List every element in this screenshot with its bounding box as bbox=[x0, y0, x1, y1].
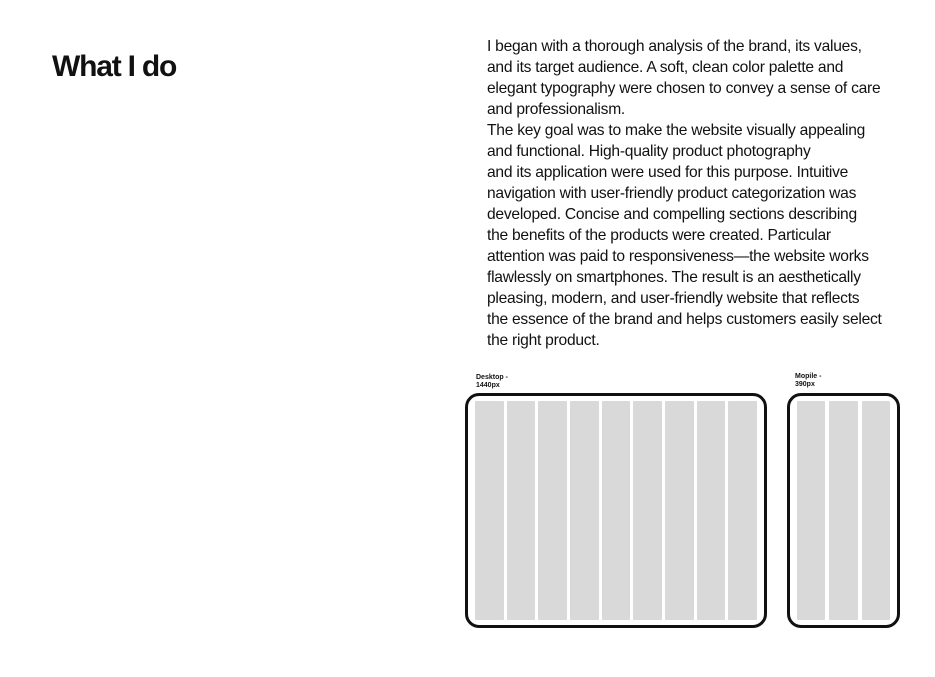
description-line: developed. Concise and compelling sections describing bbox=[487, 206, 857, 223]
description-line: the benefits of the products were created. Particular bbox=[487, 227, 831, 244]
mobile-grid-label bbox=[795, 373, 821, 388]
desktop-label-line: Desktop - bbox=[476, 374, 508, 381]
description-text bbox=[487, 36, 907, 351]
description-line: and its application were used for this purpose. Intuitive bbox=[487, 164, 849, 181]
desktop-column-grid bbox=[475, 401, 757, 620]
description-line: and its target audience. A soft, clean color palette and bbox=[487, 59, 844, 76]
mobile-grid-column bbox=[797, 401, 825, 620]
description-line: the right product. bbox=[487, 332, 600, 349]
desktop-grid-column bbox=[602, 401, 631, 620]
page-title: What I do bbox=[52, 50, 177, 83]
mobile-grid-column bbox=[862, 401, 890, 620]
mobile-column-grid bbox=[797, 401, 890, 620]
mobile-label-line: 390px bbox=[795, 380, 815, 388]
description-line: The key goal was to make the website visually appealing bbox=[487, 122, 866, 139]
desktop-grid-label bbox=[476, 374, 508, 389]
mobile-grid-column bbox=[829, 401, 857, 620]
mobile-grid-frame bbox=[787, 393, 900, 628]
description-line: and functional. High-quality product photography bbox=[487, 143, 811, 160]
description-line: attention was paid to responsiveness—the website works bbox=[487, 248, 869, 265]
desktop-grid-column bbox=[633, 401, 662, 620]
desktop-grid-column bbox=[475, 401, 504, 620]
mobile-label-line: Mopile - bbox=[795, 373, 822, 380]
desktop-grid-column bbox=[728, 401, 757, 620]
desktop-grid-column bbox=[570, 401, 599, 620]
description-line: elegant typography were chosen to convey a sense of care bbox=[487, 80, 881, 97]
description-line: and professionalism. bbox=[487, 101, 626, 118]
desktop-label-line: 1440px bbox=[476, 381, 500, 389]
description-line: navigation with user-friendly product categorization was bbox=[487, 185, 857, 202]
description-line: the essence of the brand and helps customers easily select bbox=[487, 311, 882, 328]
description-line: pleasing, modern, and user-friendly website that reflects bbox=[487, 290, 860, 307]
desktop-grid-column bbox=[538, 401, 567, 620]
description-line: I began with a thorough analysis of the brand, its values, bbox=[487, 38, 862, 55]
desktop-grid-frame bbox=[465, 393, 767, 628]
desktop-grid-column bbox=[697, 401, 726, 620]
desktop-grid-column bbox=[665, 401, 694, 620]
description-line: flawlessly on smartphones. The result is an aesthetically bbox=[487, 269, 861, 286]
desktop-grid-column bbox=[507, 401, 536, 620]
